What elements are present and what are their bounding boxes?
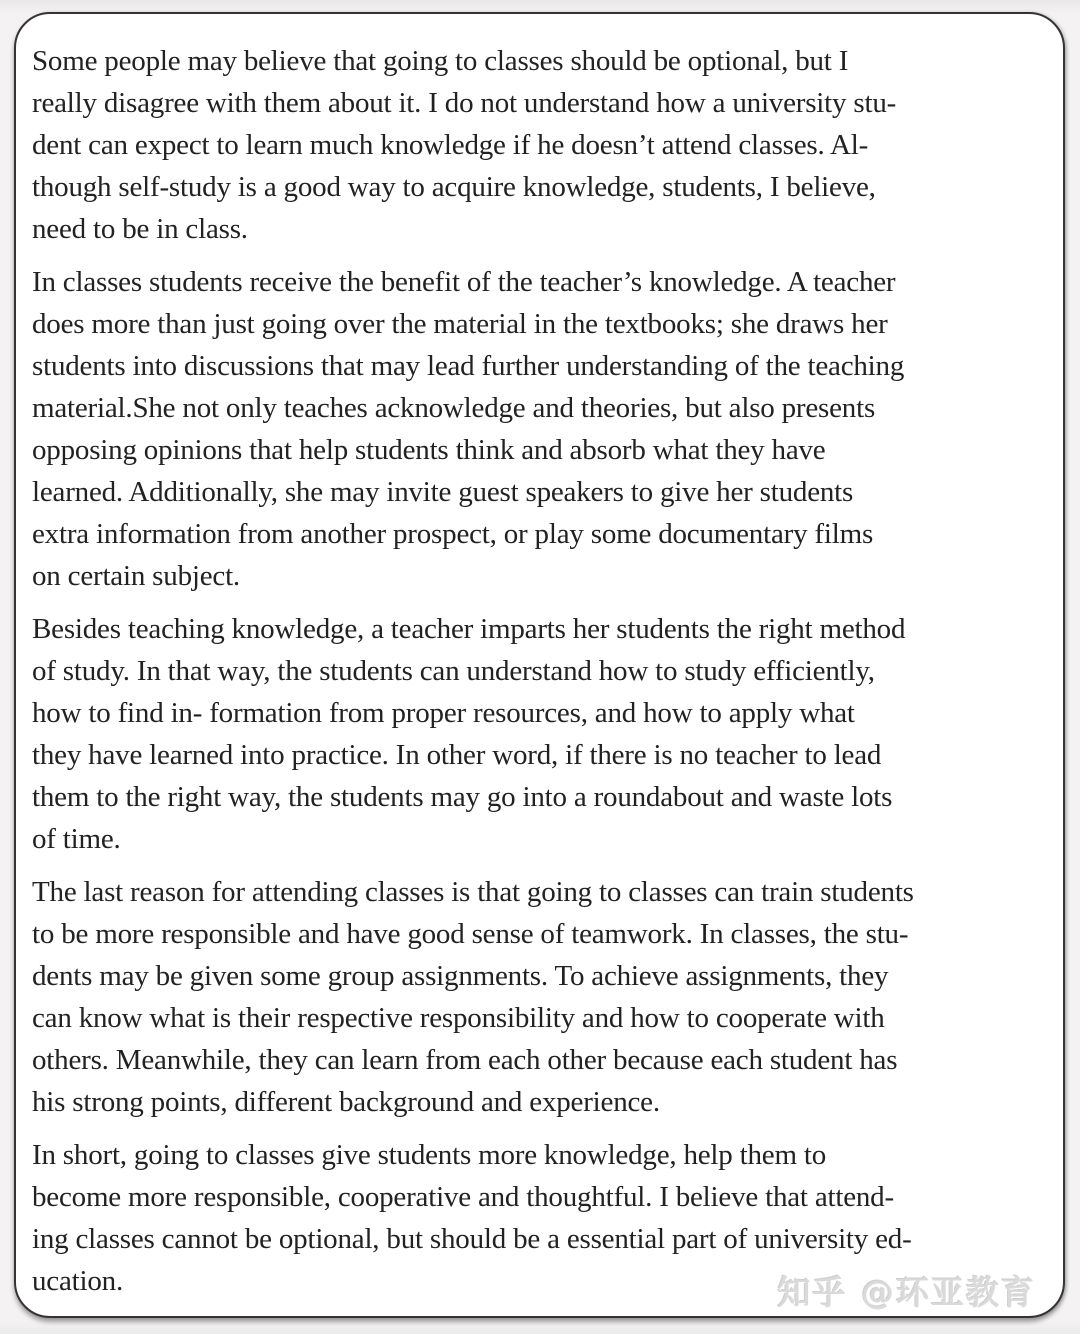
paragraph (32, 1134, 1049, 1302)
paragraph (32, 261, 1049, 597)
text-line: on certain subject. (32, 560, 240, 592)
paragraph (32, 871, 1049, 1123)
watermark: 知乎 @环亚教育 (777, 1273, 1036, 1312)
text-line: them to the right way, the students may go into a roundabout and waste lots (32, 781, 893, 813)
text-line: Some people may believe that going to classes should be optional, but I (32, 45, 849, 77)
paragraph (32, 40, 1049, 250)
text-line: of time. (32, 823, 121, 855)
text-line: really disagree with them about it. I do not understand how a university stu- (32, 87, 897, 119)
text-line: dent can expect to learn much knowledge if he doesn’t attend classes. Al- (32, 129, 869, 161)
text-line: opposing opinions that help students think and absorb what they have (32, 434, 826, 466)
text-line: ucation. (32, 1265, 124, 1297)
text-line: how to find in- formation from proper resources, and how to apply what (32, 697, 855, 729)
document-body (32, 40, 1049, 1302)
text-line: Besides teaching knowledge, a teacher imparts her students the right method (32, 613, 906, 645)
text-line: his strong points, different background and experience. (32, 1086, 660, 1118)
text-line: of study. In that way, the students can understand how to study efficiently, (32, 655, 875, 687)
text-line: they have learned into practice. In other word, if there is no teacher to lead (32, 739, 882, 771)
paragraph (32, 608, 1049, 860)
text-line: others. Meanwhile, they can learn from each other because each student has (32, 1044, 898, 1076)
document-card (14, 12, 1065, 1318)
text-line: though self-study is a good way to acquire knowledge, students, I believe, (32, 171, 876, 203)
text-line: extra information from another prospect, or play some documentary films (32, 518, 874, 550)
text-line: to be more responsible and have good sense of teamwork. In classes, the stu- (32, 918, 909, 950)
text-line: The last reason for attending classes is that going to classes can train students (32, 876, 914, 908)
text-line: does more than just going over the material in the textbooks; she draws her (32, 308, 888, 340)
text-line: ing classes cannot be optional, but should be a essential part of university ed- (32, 1223, 912, 1255)
text-line: learned. Additionally, she may invite guest speakers to give her students (32, 476, 854, 508)
text-line: can know what is their respective responsibility and how to cooperate with (32, 1002, 885, 1034)
text-line: need to be in class. (32, 213, 248, 245)
text-line: material.She not only teaches acknowledge and theories, but also presents (32, 392, 876, 424)
text-line: dents may be given some group assignments. To achieve assignments, they (32, 960, 889, 992)
text-line: In classes students receive the benefit of the teacher’s knowledge. A teacher (32, 266, 896, 298)
text-line: students into discussions that may lead further understanding of the teaching (32, 350, 905, 382)
text-line: In short, going to classes give students more knowledge, help them to (32, 1139, 827, 1171)
text-line: become more responsible, cooperative and thoughtful. I believe that attend- (32, 1181, 894, 1213)
